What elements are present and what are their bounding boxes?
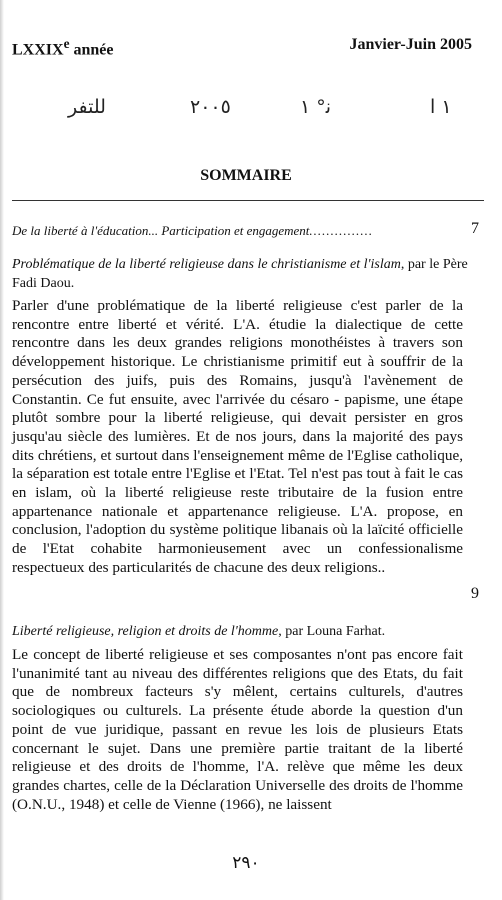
- handwritten-note-2: ٢٠٠٥: [190, 96, 231, 118]
- toc-entry-title: De la liberté à l'éducation... Participation et engagement: [12, 223, 310, 238]
- toc-page-number: 7: [471, 220, 479, 237]
- issue-date: Janvier-Juin 2005: [349, 36, 472, 53]
- toc-entry-2-heading[interactable]: [12, 255, 484, 293]
- toc-entry-abstract: Parler d'une problématique de la liberté religieuse c'est parler de la rencontre entre liberté et vérité. L'A. étudie la dialectique de cette rencontre dans les deux grandes religions monothéistes à travers son développement historique. Le christianisme primitif eut à souffrir de la persécution des juifs, puis des Romains, jusqu'à l'avènement de Constantin. Ce fut ensuite, avec l'arrivée du césaro - papisme, une étape plutôt sombre pour la liberté religieuse, qui devait persister en gros jusqu'au siècle des lumières. Et de nos jours, dans la majorité des pays dits chrétiens, et surtout dans l'enseignement même de l'Eglise catholique, la séparation est totale entre l'Eglise et l'Etat. Tel n'est pas tout à fait le cas en islam, où la liberté religieuse reste tributaire de la fusion entre appartenance nationale et appartenance religieuse. L'A. propose, en conclusion, l'adoption du système politique libanais où la laïcité officielle de l'Etat cohabite harmonieusement avec un confessionalisme respectueux des particularités de chacune des deux religions..: [12, 297, 463, 576]
- toc-entry-3-heading[interactable]: [12, 622, 484, 641]
- toc-page-number: 9: [471, 585, 479, 602]
- toc-entry-abstract: Le concept de liberté religieuse et ses composantes n'ont pas encore fait l'unanimité tant au niveau des différentes religions que des Etats, du fait que de nombreux facteurs s'y mêlent, certains culturels, d'autres sociologiques ou culturels. La présente étude aborde la question d'un point de vue juridique, passant en revue les lois de plusieurs Etats concernant le sujet. Dans une première partie traitant de la liberté religieuse et des droits de l'homme, l'A. relève que même les deux grandes chartes, celle de la Déclaration Universelle des droits de l'homme (O.N.U., 1948) et celle de Vienne (1966), ne laissent: [12, 646, 463, 813]
- toc-entry-title: Problématique de la liberté religieuse dans le christianisme et l'islam: [12, 257, 401, 272]
- title-divider: [12, 200, 484, 201]
- toc-entry-author: , par Louna Farhat.: [278, 624, 386, 639]
- toc-entry-author: , par le Père Fadi Daou.: [12, 257, 468, 291]
- handwritten-note-3: ﻧ° ١: [300, 96, 332, 118]
- page-number-footer: ٢٩٠: [232, 853, 260, 873]
- volume-label: LXXIXe année: [12, 36, 114, 59]
- toc-entry-1[interactable]: [12, 223, 484, 239]
- toc-entry-title: Liberté religieuse, religion et droits de l'homme: [12, 624, 279, 639]
- handwritten-note-4: ١ ﺍ: [430, 96, 452, 118]
- toc-leader-dots: ...............: [309, 223, 374, 238]
- page-edge-shadow: [0, 0, 4, 900]
- handwritten-note-1: ﻟﻠﺘﻔﺮ: [68, 96, 106, 118]
- page-title: SOMMAIRE: [200, 167, 292, 184]
